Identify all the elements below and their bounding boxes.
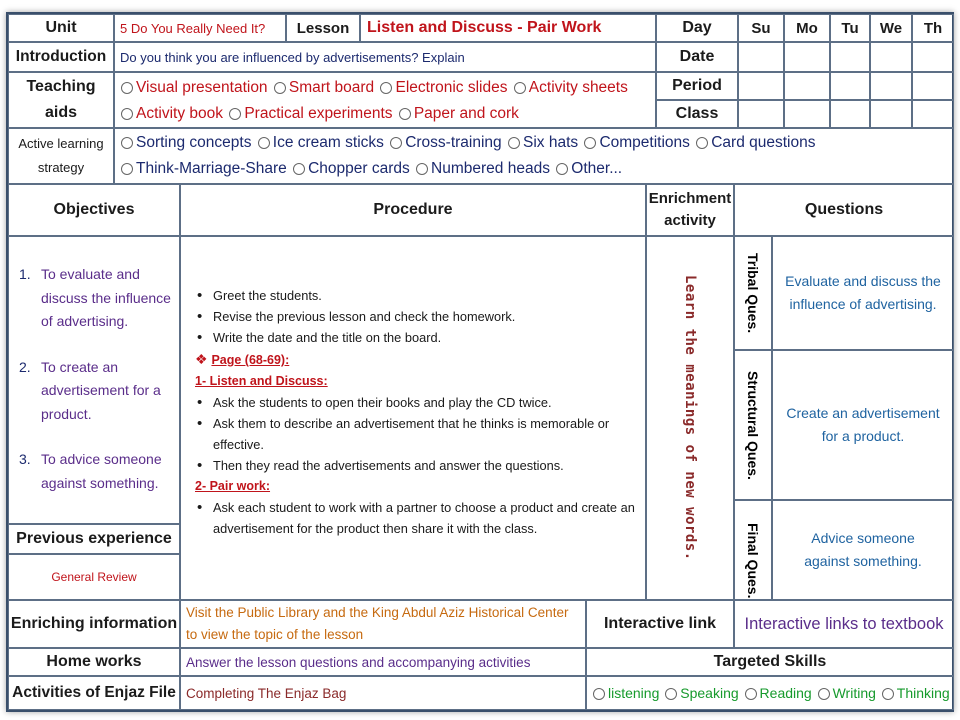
teaching-aids-options — [114, 72, 656, 128]
aid-option[interactable]: Practical experiments — [227, 105, 392, 122]
skill-option[interactable]: Writing — [816, 685, 876, 701]
active-learning-options — [114, 128, 954, 184]
interactive-link[interactable]: Interactive links to textbook — [744, 614, 944, 633]
radio-icon[interactable] — [593, 688, 605, 700]
radio-icon[interactable] — [556, 163, 568, 175]
lesson-label: Lesson — [286, 14, 360, 42]
day-label: Day — [656, 14, 738, 42]
question-type-structural: Structural Ques. — [734, 350, 772, 500]
aid-option[interactable]: Paper and cork — [397, 105, 519, 122]
enrichment-header: Enrichment activity — [646, 184, 734, 236]
period-tu-cell[interactable] — [830, 72, 870, 100]
lesson-value-text: Listen and Discuss - Pair Work — [367, 19, 602, 36]
radio-icon[interactable] — [293, 163, 305, 175]
previous-experience-label: Previous experience — [8, 524, 180, 554]
aid-option[interactable]: Activity book — [119, 105, 223, 122]
radio-icon[interactable] — [745, 688, 757, 700]
radio-icon[interactable] — [121, 137, 133, 149]
interactive-link-value[interactable] — [734, 600, 954, 648]
question-final-text: Advice someone against something. — [772, 500, 954, 600]
radio-icon[interactable] — [121, 163, 133, 175]
strategy-option[interactable]: Think-Marriage-Share — [119, 160, 287, 177]
radio-icon[interactable] — [584, 137, 596, 149]
questions-header: Questions — [734, 184, 954, 236]
date-su-cell[interactable] — [738, 42, 784, 72]
strategy-option[interactable]: Competitions — [582, 134, 689, 151]
class-th-cell[interactable] — [912, 100, 954, 128]
class-su-cell[interactable] — [738, 100, 784, 128]
day-tu: Tu — [830, 14, 870, 42]
radio-icon[interactable] — [399, 108, 411, 120]
page-reference: ❖ Page (68-69): — [195, 351, 290, 367]
period-th-cell[interactable] — [912, 72, 954, 100]
radio-icon[interactable] — [818, 688, 830, 700]
home-works-label: Home works — [8, 648, 180, 676]
teaching-aids-label: Teaching aids — [8, 72, 114, 128]
targeted-skills-options — [586, 676, 954, 710]
class-tu-cell[interactable] — [830, 100, 870, 128]
period-label: Period — [656, 72, 738, 100]
objectives-header: Objectives — [8, 184, 180, 236]
day-su: Su — [738, 14, 784, 42]
section2-list — [195, 497, 637, 539]
skill-option[interactable]: Speaking — [663, 685, 738, 701]
enrichment-cell — [646, 236, 734, 600]
section1-title: 1- Listen and Discuss: — [195, 374, 328, 388]
objective-item: 3. To advice someone against something. — [19, 451, 162, 491]
objective-item: 2. To create an advertisement for a product. — [19, 358, 161, 422]
home-works-value: Answer the lesson questions and accompanying activities — [180, 648, 586, 676]
introduction-value — [114, 42, 656, 72]
radio-icon[interactable] — [514, 82, 526, 94]
strategy-option[interactable]: Six hats — [506, 134, 578, 151]
interactive-link-label: Interactive link — [586, 600, 734, 648]
radio-icon[interactable] — [229, 108, 241, 120]
procedure-step: • Ask the students to open their books and play the CD twice. — [213, 392, 637, 413]
question-type-tribal: Tribal Ques. — [734, 236, 772, 350]
radio-icon[interactable] — [390, 137, 402, 149]
class-mo-cell[interactable] — [784, 100, 830, 128]
day-th: Th — [912, 14, 954, 42]
diamond-bullet-icon: ❖ — [195, 351, 208, 367]
radio-icon[interactable] — [665, 688, 677, 700]
radio-icon[interactable] — [882, 688, 894, 700]
procedure-header: Procedure — [180, 184, 646, 236]
procedure-step: • Ask them to describe an advertisement that he thinks is memorable or effective. — [213, 413, 637, 455]
targeted-skills-label: Targeted Skills — [586, 648, 954, 676]
enriching-information-value: Visit the Public Library and the King Abdul Aziz Historical Center to view the topic of the lesson — [180, 600, 586, 648]
class-we-cell[interactable] — [870, 100, 912, 128]
strategy-option[interactable]: Sorting concepts — [119, 134, 251, 151]
procedure-step: • Ask each student to work with a partner to choose a product and create an advertisement for the product then share it with the class. — [213, 497, 637, 539]
period-mo-cell[interactable] — [784, 72, 830, 100]
radio-icon[interactable] — [121, 82, 133, 94]
unit-value — [114, 14, 286, 42]
radio-icon[interactable] — [696, 137, 708, 149]
strategy-option[interactable]: Numbered heads — [414, 160, 550, 177]
procedure-step: • Greet the students. — [213, 285, 637, 306]
aid-option[interactable]: Electronic slides — [378, 79, 507, 96]
strategy-option[interactable]: Other... — [554, 160, 622, 177]
class-label: Class — [656, 100, 738, 128]
date-mo-cell[interactable] — [784, 42, 830, 72]
enjaz-file-value: Completing The Enjaz Bag — [180, 676, 586, 710]
objectives-cell — [8, 236, 180, 524]
date-we-cell[interactable] — [870, 42, 912, 72]
section2-title: 2- Pair work: — [195, 479, 271, 493]
lesson-value — [360, 14, 656, 42]
procedure-step: • Then they read the advertisements and answer the questions. — [213, 455, 637, 476]
enriching-information-label: Enriching information — [8, 600, 180, 648]
skill-option[interactable]: Reading — [743, 685, 812, 701]
strategy-option[interactable]: Chopper cards — [291, 160, 410, 177]
introduction-text: Do you think you are influenced by advertisements? Explain — [120, 49, 465, 65]
radio-icon[interactable] — [258, 137, 270, 149]
date-tu-cell[interactable] — [830, 42, 870, 72]
enrichment-text: Learn the meanings of new words. — [682, 275, 698, 561]
section1-list — [195, 392, 637, 476]
unit-value-text: 5 Do You Really Need It? — [120, 20, 266, 36]
procedure-cell — [180, 236, 646, 600]
radio-icon[interactable] — [416, 163, 428, 175]
enjaz-file-label: Activities of Enjaz File — [8, 676, 180, 710]
strategy-option[interactable]: Cross-training — [388, 134, 501, 151]
period-su-cell[interactable] — [738, 72, 784, 100]
question-type-final: Final Ques. — [734, 500, 772, 600]
radio-icon[interactable] — [508, 137, 520, 149]
aid-option[interactable]: Smart board — [272, 79, 374, 96]
unit-label: Unit — [8, 14, 114, 42]
strategy-option[interactable]: Card questions — [694, 134, 815, 151]
question-structural-text: Create an advertisement for a product. — [772, 350, 954, 500]
skill-option[interactable]: Thinking — [880, 685, 950, 701]
date-th-cell[interactable] — [912, 42, 954, 72]
period-we-cell[interactable] — [870, 72, 912, 100]
radio-icon[interactable] — [121, 108, 133, 120]
procedure-step: • Revise the previous lesson and check the homework. — [213, 306, 637, 327]
skill-option[interactable]: listening — [591, 685, 659, 701]
radio-icon[interactable] — [380, 82, 392, 94]
procedure-step: • Write the date and the title on the board. — [213, 327, 637, 348]
active-learning-label: Active learning strategy — [8, 128, 114, 184]
day-we: We — [870, 14, 912, 42]
day-mo: Mo — [784, 14, 830, 42]
date-label: Date — [656, 42, 738, 72]
objective-item: 1. To evaluate and discuss the influence of advertising. — [19, 266, 171, 329]
radio-icon[interactable] — [274, 82, 286, 94]
question-tribal-text: Evaluate and discuss the influence of advertising. — [772, 236, 954, 350]
aid-option[interactable]: Activity sheets — [512, 79, 628, 96]
previous-experience-value: General Review — [8, 554, 180, 600]
aid-option[interactable]: Visual presentation — [119, 79, 268, 96]
introduction-label: Introduction — [8, 42, 114, 72]
procedure-intro-list — [195, 285, 637, 348]
strategy-option[interactable]: Ice cream sticks — [256, 134, 384, 151]
